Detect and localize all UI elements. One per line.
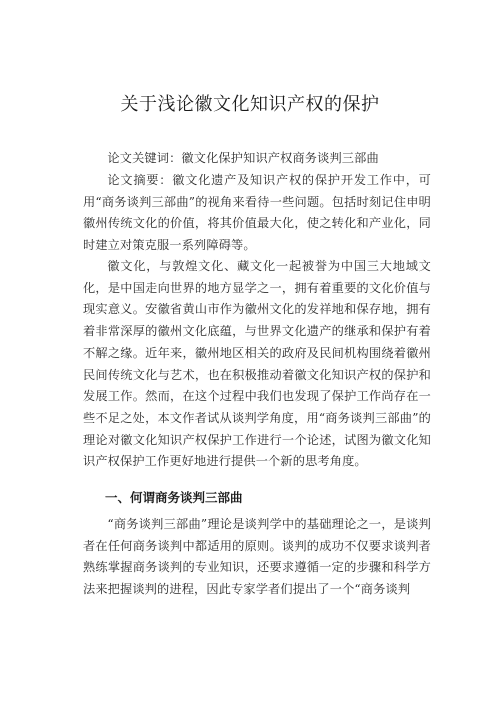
- document-title: 关于浅论徽文化知识产权的保护: [120, 94, 380, 115]
- keywords-paragraph: 论文关键词：徽文化保护知识产权商务谈判三部曲: [107, 151, 379, 165]
- intro-paragraph: 徽文化，与敦煌文化、藏文化一起被誉为中国三大地域文化，是中国走向世界的地方显学之一，拥有着重要的文化价值与现实意义。安徽省黄山市作为徽州文化的发祥地和保存地，拥有着非常深厚的徽州文化底蕴，与世界文化遗产的继承和保护有着不解之缘。近年来，徽州地区相关的政府及民间机构围绕着徽州民间传统文化与艺术，也在积极推动着徽文化知识产权的保护和发展工作。然而，在这个过程中我们也发现了保护工作尚存在一些不足之处，本文作者试从谈判学角度，用“商务谈判三部曲”的理论对徽文化知识产权保护工作进行一个论述，试图为徽文化知识产权保护工作更好地进行提供一个新的思考角度。: [83, 259, 431, 469]
- abstract-paragraph: 论文摘要：徽文化遗产及知识产权的保护开发工作中，可用“商务谈判三部曲”的视角来看待一些问题。包括时刻记住申明徽州传统文化的价值，将其价值最大化，使之转化和产业化，同时建立对策克服一系列障碍等。: [83, 173, 431, 253]
- section-heading: 一、何谓商务谈判三部曲: [105, 490, 243, 505]
- section-paragraph: “商务谈判三部曲”理论是谈判学中的基础理论之一，是谈判者在任何商务谈判中都适用的原则。谈判的成功不仅要求谈判者熟练掌握商务谈判的专业知识，还要求遵循一定的步骤和科学方法来把握谈判的进程，因此专家学者们提出了一个“商务谈判: [83, 517, 431, 597]
